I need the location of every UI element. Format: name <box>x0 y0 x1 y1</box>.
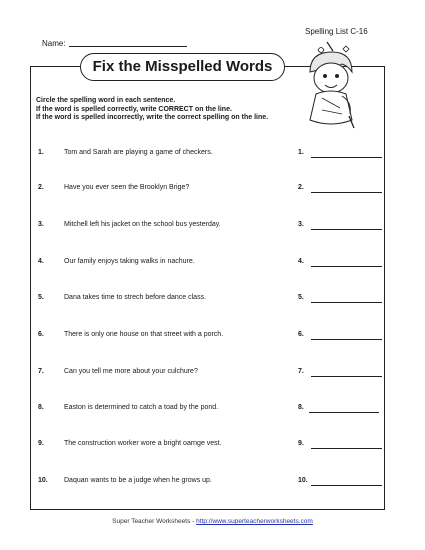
answer-line[interactable] <box>311 229 382 230</box>
list-item <box>0 184 425 196</box>
answer-line[interactable] <box>311 448 382 449</box>
answer-number: 1. <box>298 149 304 156</box>
answer-number: 6. <box>298 331 304 338</box>
answer-line[interactable] <box>311 376 382 377</box>
item-sentence: Daquan wants to be a judge when he grows up. <box>64 477 212 484</box>
item-number: 10. <box>38 477 48 484</box>
answer-line[interactable] <box>311 485 382 486</box>
item-number: 5. <box>38 294 44 301</box>
list-item <box>0 221 425 233</box>
list-item <box>0 149 425 161</box>
item-sentence: The construction worker wore a bright oarnge vest. <box>64 440 222 447</box>
list-item <box>0 294 425 306</box>
footer-brand: Super Teacher Worksheets <box>112 518 191 525</box>
answer-number: 8. <box>298 404 304 411</box>
item-number: 7. <box>38 368 44 375</box>
item-number: 6. <box>38 331 44 338</box>
instructions <box>36 97 268 123</box>
answer-line[interactable] <box>311 192 382 193</box>
item-sentence: Mitchell left his jacket on the school bus yesterday. <box>64 221 221 228</box>
footer-separator: - <box>192 518 195 525</box>
name-line <box>69 46 187 47</box>
answer-number: 10. <box>298 477 308 484</box>
item-number: 9. <box>38 440 44 447</box>
item-number: 4. <box>38 258 44 265</box>
answer-number: 7. <box>298 368 304 375</box>
answer-line[interactable] <box>311 339 382 340</box>
item-sentence: Can you tell me more about your culchure? <box>64 368 198 375</box>
answer-number: 2. <box>298 184 304 191</box>
list-item <box>0 331 425 343</box>
spelling-list-label: Spelling List C-16 <box>305 27 368 36</box>
footer <box>0 518 425 525</box>
answer-number: 4. <box>298 258 304 265</box>
instruction-line: If the word is spelled correctly, write CORRECT on the line. <box>36 105 232 113</box>
item-sentence: Have you ever seen the Brooklyn Brige? <box>64 184 190 191</box>
answer-number: 5. <box>298 294 304 301</box>
instruction-line: Circle the spelling word in each sentence. <box>36 97 176 104</box>
answer-line[interactable] <box>311 157 382 158</box>
answer-line[interactable] <box>311 266 382 267</box>
item-sentence: Easton is determined to catch a toad by the pond. <box>64 404 219 411</box>
list-item <box>0 368 425 380</box>
instruction-line: If the word is spelled incorrectly, write the correct spelling on the line. <box>36 114 269 122</box>
item-number: 2. <box>38 184 44 191</box>
name-label: Name: <box>42 39 66 48</box>
answer-number: 3. <box>298 221 304 228</box>
girl-writing-illustration <box>296 38 362 134</box>
worksheet-title: Fix the Misspelled Words <box>80 53 285 81</box>
footer-link[interactable]: http://www.superteacherworksheets.com <box>196 518 313 525</box>
item-sentence: Tom and Sarah are playing a game of checkers. <box>64 149 213 156</box>
list-item <box>0 404 425 416</box>
item-sentence: Dana takes time to strech before dance class. <box>64 294 207 301</box>
item-sentence: There is only one house on that street with a porch. <box>64 331 224 338</box>
answer-line[interactable] <box>309 412 379 413</box>
answer-number: 9. <box>298 440 304 447</box>
item-number: 3. <box>38 221 44 228</box>
list-item <box>0 440 425 452</box>
list-item <box>0 258 425 270</box>
list-item <box>0 477 425 489</box>
item-sentence: Our family enjoys taking walks in nachure. <box>64 258 195 265</box>
item-number: 1. <box>38 149 44 156</box>
item-number: 8. <box>38 404 44 411</box>
answer-line[interactable] <box>311 302 382 303</box>
